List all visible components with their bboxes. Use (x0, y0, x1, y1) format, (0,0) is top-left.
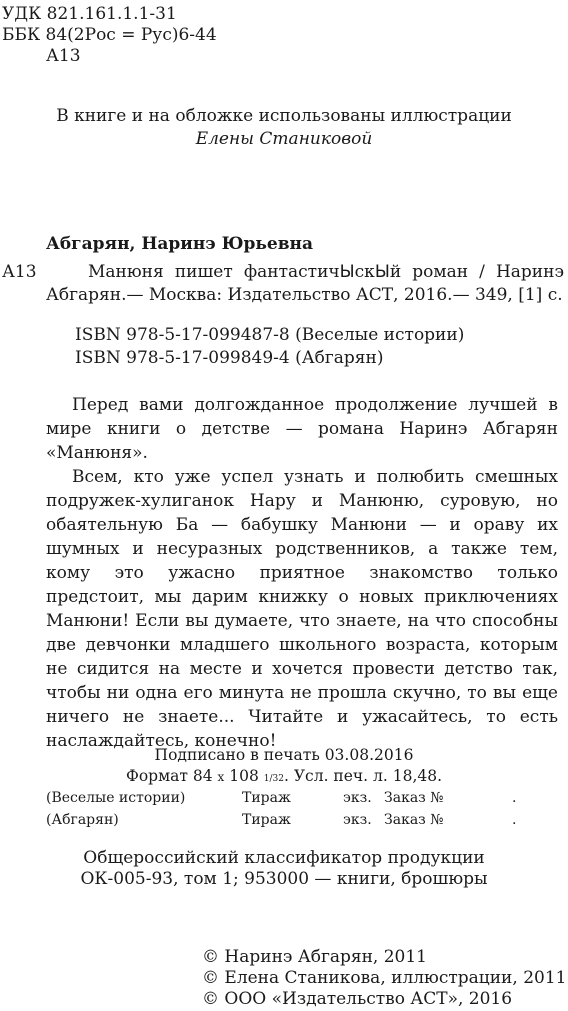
udk-code: УДК 821.161.1.1-31 (2, 4, 177, 24)
format-part-a: Формат 84 (125, 767, 218, 785)
format-part-c: . Усл. печ. л. 18,48. (283, 767, 443, 785)
zakaz-label: Заказ № (384, 812, 444, 828)
zakaz-label: Заказ № (384, 790, 444, 806)
ekz-label: экз. (343, 812, 372, 828)
format-line (0, 766, 568, 790)
catalog-side-mark: А13 (2, 262, 37, 282)
tirazh-label: Тираж (242, 812, 291, 828)
title-part-4: Ы (374, 262, 390, 282)
format-multiply: x (217, 770, 225, 784)
copyright-illustrator: © Елена Станикова, иллюстрации, 2011 (202, 968, 567, 988)
title-part-5: й роман / Наринэ (389, 262, 564, 282)
ekz-label: экз. (343, 790, 372, 806)
okp-line-2: ОК-005-93, том 1; 953000 — книги, брошюры (80, 869, 488, 889)
tirazh-row (46, 812, 526, 832)
format-part-b: 108 (224, 767, 264, 785)
tirazh-row (46, 790, 526, 810)
isbn-abgaryan: ISBN 978-5-17-099849-4 (Абгарян) (75, 348, 384, 368)
zakaz-dot: . (512, 812, 517, 828)
title-part-2: Ы (339, 262, 355, 282)
title-part-1: Манюня пишет фантастич (88, 262, 340, 282)
okp-line-1: Общероссийский классификатор продукции (83, 848, 485, 868)
isbn-veselye: ISBN 978-5-17-099487-8 (Веселые истории) (75, 325, 465, 345)
bbk-code: ББК 84(2Рос = Рус)6-44 (2, 25, 217, 45)
author-mark: А13 (46, 46, 81, 66)
illustrations-credit-line: В книге и на обложке использованы иллюстрации (56, 106, 512, 126)
annotation (46, 393, 558, 753)
illustrator-name: Елены Станиковой (195, 129, 373, 149)
annotation-paragraph-1: Перед вами долгожданное продолжение лучшей в мире книги о детстве — романа Наринэ Абгарян «Манюня». (46, 395, 558, 463)
format-fraction: 1/32 (263, 774, 284, 784)
signed-to-print: Подписано в печать 03.08.2016 (154, 746, 414, 764)
catalog-author: Абгарян, Наринэ Юрьевна (46, 234, 314, 254)
catalog-title-line (88, 260, 564, 284)
tirazh-label: Тираж (242, 790, 291, 806)
copyright-author: © Наринэ Абгарян, 2011 (202, 947, 427, 967)
zakaz-dot: . (512, 790, 517, 806)
copyright-publisher: © ООО «Издательство АСТ», 2016 (202, 989, 513, 1009)
title-part-3: ск (354, 262, 375, 282)
annotation-paragraph-2: Всем, кто уже успел узнать и полюбить смешных подружек-хулиганок Нару и Манюню, суровую, но обаятельную Ба — бабушку Манюни — и ораву их шумных и несуразных родственников, а также тем, кому это ужасно приятное знакомство только предстоит, мы дарим книжку о новых приключениях Манюни! Если вы думаете, что знаете, на что способны две девчонки младшего школьного возраста, которым не сидится на месте и хочется провести детство так, чтобы ни одна его минута не прошла скучно, то вы еще ничего не знаете... Читайте и ужасайтесь, то есть наслаждайтесь, конечно! (46, 467, 558, 751)
catalog-publication-line: Абгарян.— Москва: Издательство АСТ, 2016.— 349, [1] с. (46, 285, 563, 305)
series-name: (Абгарян) (46, 812, 119, 828)
series-name: (Веселые истории) (46, 790, 186, 806)
